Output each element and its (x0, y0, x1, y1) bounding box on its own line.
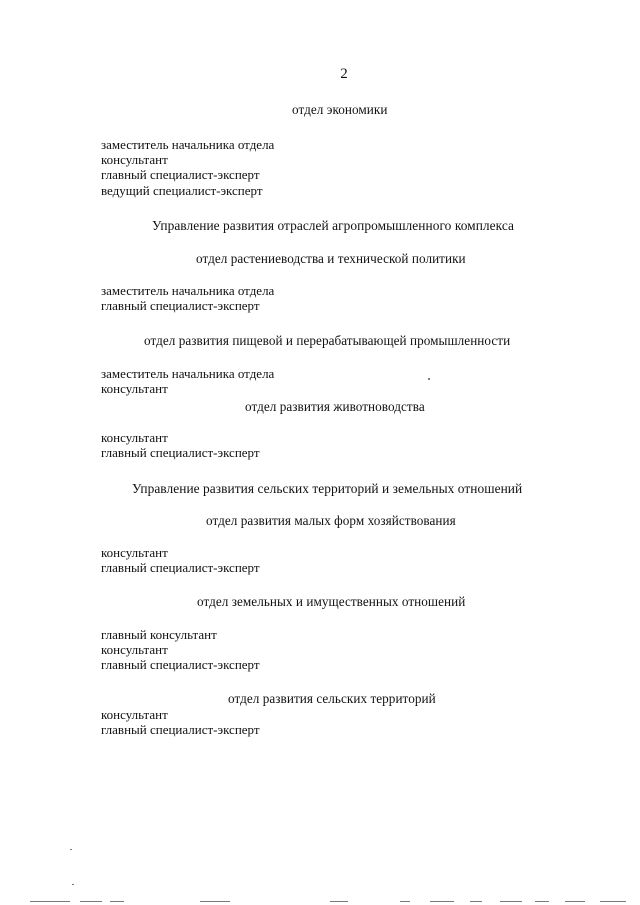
department-heading: отдел развития пищевой и перерабатывающей промышленности (144, 333, 511, 348)
position-list (101, 707, 260, 737)
page-number: 2 (340, 66, 348, 82)
directorate-heading: Управление развития отраслей агропромышленного комплекса (152, 218, 515, 233)
department-heading: отдел растениеводства и технической политики (196, 251, 466, 266)
position-list (101, 283, 274, 313)
position-list (101, 137, 274, 198)
position-item: консультант (101, 152, 168, 168)
position-item: главный специалист-эксперт (101, 657, 260, 673)
position-list (101, 545, 260, 575)
position-item: ведущий специалист-эксперт (101, 182, 263, 198)
department-heading: отдел развития сельских территорий (228, 691, 436, 706)
department-heading: отдел развития животноводства (245, 399, 425, 414)
position-item: консультант (101, 430, 168, 445)
position-item: главный специалист-эксперт (101, 560, 260, 576)
position-item: заместитель начальника отдела (101, 137, 275, 152)
department-heading: отдел экономики (292, 102, 388, 117)
position-item: заместитель начальника отдела (101, 283, 275, 298)
position-item: консультант (101, 545, 168, 560)
scan-bottom-edge (0, 899, 640, 905)
position-item: главный консультант (101, 627, 217, 642)
position-item: консультант (101, 642, 168, 658)
position-list (101, 366, 274, 396)
position-list (101, 627, 260, 673)
scan-speck (428, 378, 430, 380)
position-item: главный специалист-эксперт (101, 167, 260, 183)
department-heading: отдел земельных и имущественных отношений (197, 594, 466, 609)
scan-speck (72, 884, 74, 885)
department-heading: отдел развития малых форм хозяйствования (206, 513, 456, 528)
position-item: главный специалист-эксперт (101, 722, 260, 738)
scan-speck (70, 849, 72, 850)
position-item: консультант (101, 707, 168, 722)
position-list (101, 430, 260, 460)
directorate-heading: Управление развития сельских территорий и земельных отношений (132, 481, 523, 496)
position-item: консультант (101, 381, 168, 397)
position-item: главный специалист-эксперт (101, 445, 260, 461)
position-item: заместитель начальника отдела (101, 366, 275, 381)
position-item: главный специалист-эксперт (101, 298, 260, 314)
